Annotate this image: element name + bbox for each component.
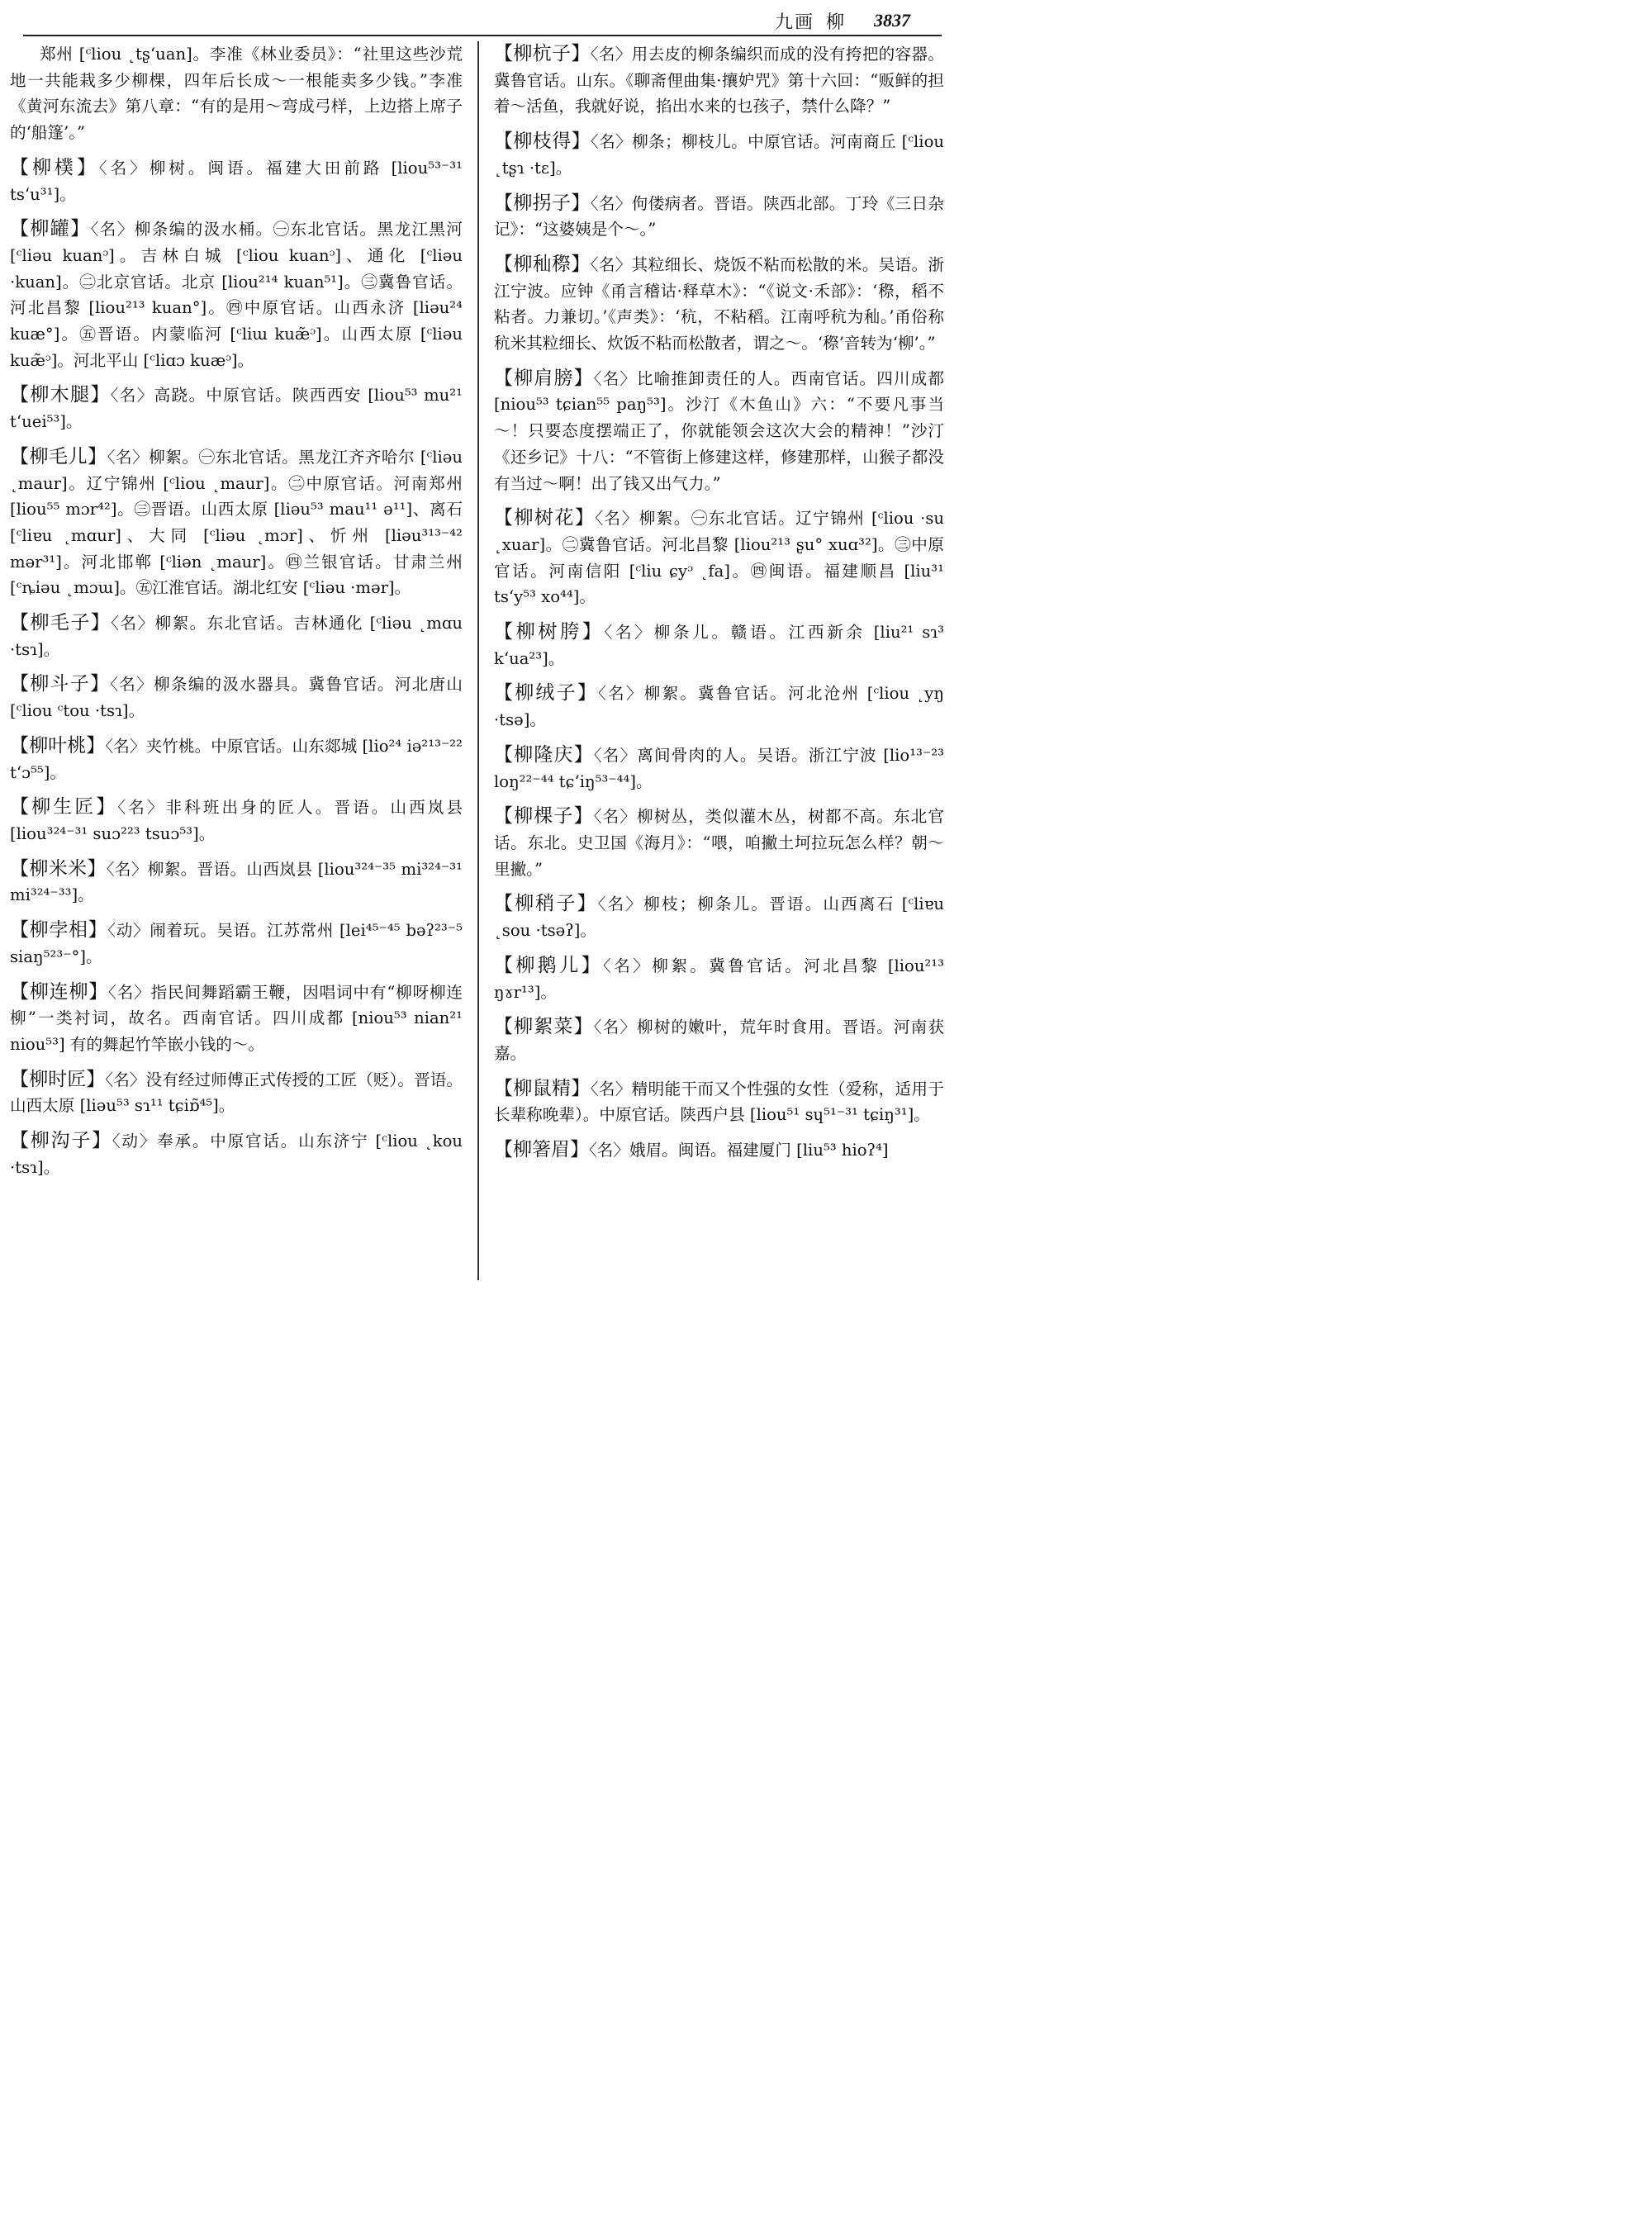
entry-headword: 【柳绒子】 xyxy=(494,682,599,705)
dictionary-entry xyxy=(10,444,463,601)
entry-text: 〈名〉柳絮。东北官话。吉林通化 [ᶜliəu ˛mɑu ·tsɿ]。 xyxy=(10,614,463,659)
entry-headword: 【柳斗子】 xyxy=(10,673,111,695)
dictionary-entry xyxy=(10,795,463,847)
entry-headword: 【柳木腿】 xyxy=(10,384,111,406)
entry-headword: 【柳时匠】 xyxy=(10,1068,106,1090)
entry-headword: 【柳生匠】 xyxy=(10,796,118,818)
page-number: 3837 xyxy=(874,10,910,31)
header-rule xyxy=(23,35,942,36)
page-header xyxy=(0,0,956,36)
entry-text: 〈动〉闹着玩。吴语。江苏常州 [lei⁴⁵⁻⁴⁵ bəʔ²³⁻⁵ siaŋ⁵²³⁻°]。 xyxy=(10,921,463,966)
entry-headword: 【柳毛儿】 xyxy=(10,445,107,467)
dictionary-entry xyxy=(10,382,463,434)
dictionary-entry xyxy=(494,953,944,1005)
entry-text: 〈名〉柳枝；柳条儿。晋语。山西离石 [ᶜliɐu ˛sou ·tsəʔ]。 xyxy=(494,894,944,941)
entry-text: 〈名〉佝偻病者。晋语。陕西北部。丁玲《三日杂记》：“这婆姨是个～。” xyxy=(494,193,945,240)
entry-text: 〈名〉柳絮。㊀东北官话。辽宁锦州 [ᶜliou ·su ˛xuar]。㊁冀鲁官话。河北昌黎 [liou²¹³ ʂu° xuɑ³²]。㊂中原官话。河南信阳 [ᶜliu ɕyᵓ ˛fa]。㊃闽语。福建顺昌 [liu³¹ ts‘y⁵³ xo⁴⁴]。 xyxy=(494,509,944,607)
entry-text: 〈名〉柳条编的汲水桶。㊀东北官话。黑龙江黑河 [ᶜliəu kuanᵓ]。吉林白城 [ᶜliou kuanᵓ]、通化 [ᶜliəu ·kuan]。㊁北京官话。北京 [liou²¹⁴ kuan⁵¹]。㊂冀鲁官话。河北昌黎 [liou²¹³ kuan°]。㊃中原官话。山西永济 [liəu²⁴ kuæ°]。㊄晋语。内蒙临河 [ᶜliɯ kuæ̃ᵓ]。山西太原 [ᶜliəu kuæ̃ᵓ]。河北平山 [ᶜliɑɔ kuæᵓ]。 xyxy=(10,220,463,370)
entry-text: 〈名〉柳絮。㊀东北官话。黑龙江齐齐哈尔 [ᶜliəu ˛maur]。辽宁锦州 [ᶜliou ˛maur]。㊁中原官话。河南郑州 [liou⁵⁵ mɔr⁴²]。㊂晋语。山西太原 [liəu⁵³ mau¹¹ ə¹¹]、离石 [ᶜliɐu ˛mɑur]、大同 [ᶜliəu ˛mɔr]、忻州 [liəu³¹³⁻⁴² mər³¹]。河北邯郸 [ᶜliən ˛maur]。㊃兰银官话。甘肃兰州 [ᶜȵiəu ˛mɔɯ]。㊄江淮官话。湖北红安 [ᶜliəu ·mər]。 xyxy=(10,447,463,598)
entry-text: 〈名〉柳絮。冀鲁官话。河北沧州 [ᶜliou ˛yŋ ·tsə]。 xyxy=(494,684,944,730)
dictionary-entry xyxy=(494,681,944,733)
entry-headword: 【柳隆庆】 xyxy=(494,743,594,766)
entry-text: 〈名〉柳树。闽语。福建大田前路 [liou⁵³⁻³¹ ts‘u³¹]。 xyxy=(10,158,463,204)
entry-text: 〈名〉柳条儿。赣语。江西新余 [liu²¹ sɿ³ k‘ua²³]。 xyxy=(494,623,944,668)
dictionary-entry xyxy=(10,1067,463,1119)
entry-text: 〈名〉柳絮。晋语。山西岚县 [liou³²⁴⁻³⁵ mi³²⁴⁻³¹ mi³²⁴⁻³³]。 xyxy=(10,859,463,905)
entry-text: 〈名〉柳絮。冀鲁官话。河北昌黎 [liou²¹³ ŋɤr¹³]。 xyxy=(494,956,944,1002)
dictionary-entry xyxy=(10,856,463,909)
dictionary-entry xyxy=(494,619,944,671)
dictionary-entry xyxy=(494,891,944,943)
entry-headword: 【柳沟子】 xyxy=(10,1130,112,1152)
dictionary-entry xyxy=(494,804,944,882)
dictionary-entry xyxy=(494,41,944,120)
dictionary-entry xyxy=(10,733,463,785)
left-column xyxy=(10,41,463,1189)
dictionary-entry xyxy=(494,129,944,181)
dictionary-entry xyxy=(10,41,463,146)
entry-headword: 【柳絮菜】 xyxy=(494,1016,594,1038)
entry-headword: 【柳鼠精】 xyxy=(494,1077,591,1099)
entry-text: 〈名〉其粒细长、烧饭不粘而松散的米。吴语。浙江宁波。应钟《甬言稽诂·释草木》：“《说文·禾部》：‘穄，稻不粘者。力兼切。’《声类》：‘秔，不粘稻。江南呼秔为秈。’甬俗称秔米其粒细长、炊饭不粘而松散者，谓之～。‘穄’音转为‘柳’。” xyxy=(494,254,945,353)
entry-headword: 【柳孛相】 xyxy=(10,919,108,942)
entry-text: 〈名〉柳条编的汲水器具。冀鲁官话。河北唐山 [ᶜliou ᶜtou ·tsɿ]。 xyxy=(10,675,463,721)
entry-headword: 【柳叶桃】 xyxy=(10,734,106,757)
entry-text: 〈名〉离间骨肉的人。吴语。浙江宁波 [lio¹³⁻²³ loŋ²²⁻⁴⁴ tɕ‘iŋ⁵³⁻⁴⁴]。 xyxy=(494,745,944,791)
dictionary-entry xyxy=(494,191,944,243)
entry-headword: 【柳箸眉】 xyxy=(494,1139,589,1161)
section-label: 九画 xyxy=(775,12,815,33)
entry-text: 〈名〉非科班出身的匠人。晋语。山西岚县 [liou³²⁴⁻³¹ suɔ²²³ tsuɔ⁵³]。 xyxy=(10,798,463,843)
entry-headword: 【柳鹅儿】 xyxy=(494,954,604,976)
dictionary-entry xyxy=(10,980,463,1058)
entry-text: 〈名〉比喻推卸责任的人。西南官话。四川成都 [niou⁵³ tɕian⁵⁵ paŋ⁵³]。沙汀《木鱼山》六：“不要凡事当～！只要态度摆端正了，你就能领会这次大会的精神！”沙汀《还乡记》十八：“不管街上修建这样，修建那样，山猴子都没有当过～啊！出了钱又出气力。” xyxy=(494,368,945,493)
dictionary-entry xyxy=(494,366,944,497)
entry-text: 郑州 [ᶜliou ˛tʂ‘uan]。李准《林业委员》：“社里这些沙荒地一共能栽多少柳棵，四年后长成～一根能卖多少钱。”李准《黄河东流去》第八章：“有的是用～弯成弓样，上边搭上席子的‘船篷’。” xyxy=(10,45,463,143)
dictionary-entry xyxy=(10,918,463,970)
entry-text: 〈动〉奉承。中原官话。山东济宁 [ᶜliou ˛kou ·tsɿ]。 xyxy=(10,1132,463,1177)
entry-text: 〈名〉精明能干而又个性强的女性（爱称，适用于长辈称晚辈）。中原官话。陕西户县 [liou⁵¹ sɥ⁵¹⁻³¹ tɕiŋ³¹]。 xyxy=(494,1079,945,1125)
dictionary-entry xyxy=(10,610,463,662)
column-divider xyxy=(477,41,479,1280)
dictionary-entry xyxy=(494,1137,944,1164)
right-column xyxy=(494,41,944,1173)
entry-text: 〈名〉夹竹桃。中原官话。山东郯城 [lio²⁴ iə²¹³⁻²² t‘ɔ⁵⁵]。 xyxy=(10,736,463,782)
index-character: 柳 xyxy=(826,12,845,33)
entry-headword: 【柳树花】 xyxy=(494,507,596,529)
entry-headword: 【柳棵子】 xyxy=(494,805,594,828)
dictionary-entry xyxy=(494,743,944,795)
entry-headword: 【柳米米】 xyxy=(10,857,107,880)
entry-headword: 【柳连柳】 xyxy=(10,980,109,1003)
dictionary-entry xyxy=(494,505,944,610)
dictionary-entry xyxy=(10,216,463,373)
entry-text: 〈名〉没有经过师傅正式传授的工匠（贬）。晋语。山西太原 [liəu⁵³ sɿ¹¹ tɕiɒ̃⁴⁵]。 xyxy=(10,1070,463,1116)
dictionary-entry xyxy=(494,1014,944,1066)
dictionary-entry xyxy=(494,252,944,357)
dictionary-entry xyxy=(494,1076,944,1128)
entry-text: 〈名〉柳条；柳枝儿。中原官话。河南商丘 [ᶜliou ˛tʂɿ ·tɛ]。 xyxy=(494,132,944,178)
entry-text: 〈名〉娥眉。闽语。福建厦门 [liu⁵³ hioʔ⁴] xyxy=(589,1141,889,1160)
entry-headword: 【柳肩膀】 xyxy=(494,367,594,389)
entry-headword: 【柳毛子】 xyxy=(10,612,112,634)
entry-headword: 【柳拐子】 xyxy=(494,192,591,214)
entry-headword: 【柳杭子】 xyxy=(494,43,591,64)
entry-text: 〈名〉柳树的嫩叶，荒年时食用。晋语。河南获嘉。 xyxy=(494,1018,945,1063)
dictionary-entry xyxy=(10,1128,463,1180)
entry-text: 〈名〉高跷。中原官话。陕西西安 [liou⁵³ mu²¹ t‘uei⁵³]。 xyxy=(10,386,463,432)
dictionary-entry xyxy=(10,155,463,207)
dictionary-entry xyxy=(10,671,463,724)
entry-headword: 【柳树胯】 xyxy=(494,621,605,643)
entry-headword: 【柳枝得】 xyxy=(494,130,591,153)
entry-headword: 【柳樸】 xyxy=(10,156,99,178)
entry-text: 〈名〉指民间舞蹈霸王鞭，因唱词中有“柳呀柳连柳”一类衬词，故名。西南官话。四川成都 [niou⁵³ nian²¹ niou⁵³] 有的舞起竹竿嵌小钱的～。 xyxy=(10,982,463,1054)
entry-headword: 【柳秈穄】 xyxy=(494,253,591,275)
entry-headword: 【柳稍子】 xyxy=(494,893,598,915)
entry-text: 〈名〉用去皮的柳条编织而成的没有挎把的容器。冀鲁官话。山东。《聊斋俚曲集·攘妒咒》第十六回：“贩鲜的担着～活鱼，我就好说，掐出水来的乜孩子，禁什么降？” xyxy=(494,45,945,116)
entry-text: 〈名〉柳树丛，类似灌木丛，树都不高。东北官话。东北。史卫国《海月》：“喂，咱撇土坷拉玩怎么样？朝～里撇。” xyxy=(494,807,945,879)
entry-headword: 【柳罐】 xyxy=(10,218,91,240)
